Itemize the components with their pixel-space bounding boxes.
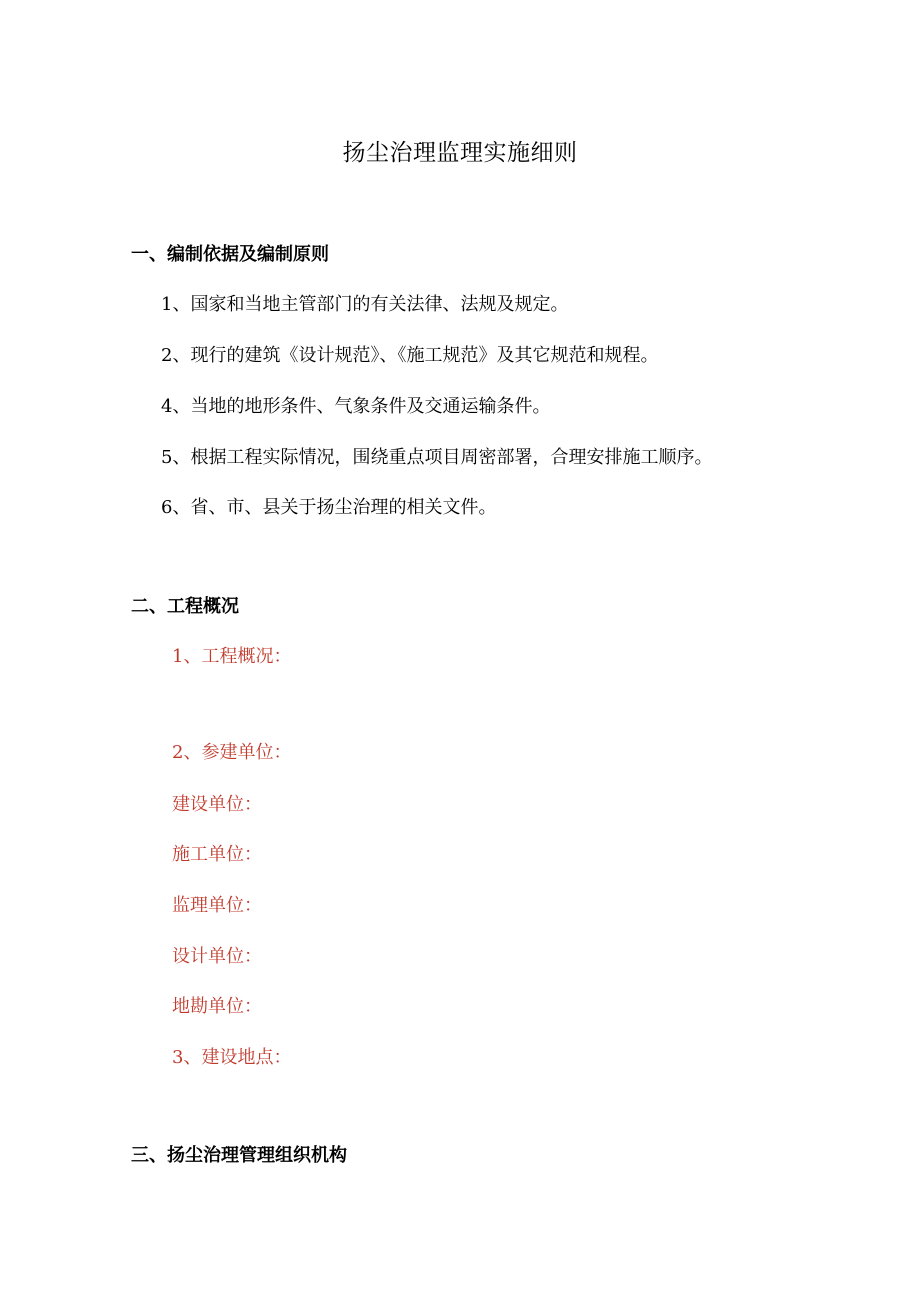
- unit-field-designer: 设计单位：: [172, 946, 262, 967]
- section-heading-basis: 一、编制依据及编制原则: [131, 244, 329, 265]
- overview-label: 1、工程概况：: [172, 646, 292, 667]
- unit-field-survey: 地勘单位：: [172, 996, 262, 1017]
- basis-item: 6、省、市、县关于扬尘治理的相关文件。: [161, 497, 497, 518]
- construction-location-label: 3、建设地点：: [172, 1047, 292, 1068]
- section-heading-organization: 三、扬尘治理管理组织机构: [131, 1145, 347, 1166]
- unit-field-construction-owner: 建设单位：: [172, 794, 262, 815]
- participating-units-label: 2、参建单位：: [172, 742, 292, 763]
- basis-item: 1、国家和当地主管部门的有关法律、法规及规定。: [161, 294, 569, 315]
- basis-item: 5、根据工程实际情况，围绕重点项目周密部署，合理安排施工顺序。: [161, 447, 713, 468]
- document-title: 扬尘治理监理实施细则: [342, 140, 578, 166]
- unit-field-contractor: 施工单位：: [172, 844, 262, 865]
- basis-item: 2、现行的建筑《设计规范》、《施工规范》及其它规范和规程。: [161, 345, 659, 366]
- section-heading-overview: 二、工程概况: [131, 596, 239, 617]
- basis-item: 4、当地的地形条件、气象条件及交通运输条件。: [161, 396, 551, 417]
- unit-field-supervisor: 监理单位：: [172, 895, 262, 916]
